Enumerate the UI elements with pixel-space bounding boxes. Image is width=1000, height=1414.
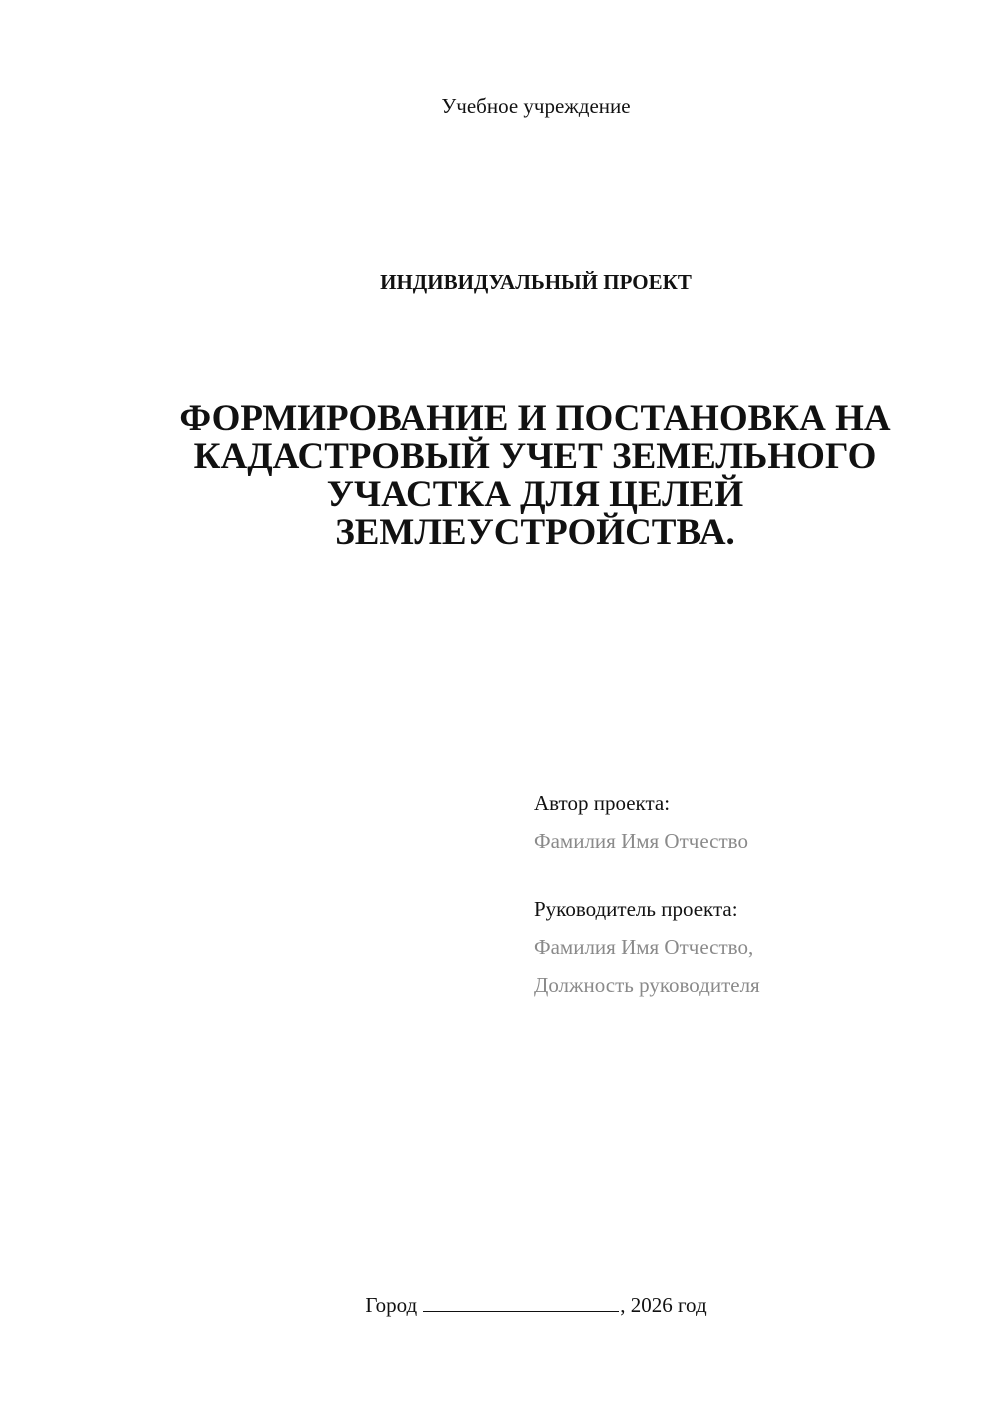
document-type: ИНДИВИДУАЛЬНЫЙ ПРОЕКТ (380, 270, 692, 294)
institution-name: Учебное учреждение (441, 94, 631, 118)
supervisor-label: Руководитель проекта: (534, 897, 738, 921)
footer-city-year (0, 1291, 1000, 1319)
supervisor-block (534, 890, 760, 1004)
city-blank-line (423, 1291, 619, 1312)
year-text: , 2026 год (620, 1293, 707, 1317)
author-label: Автор проекта: (534, 791, 671, 815)
title-line: ФОРМИРОВАНИЕ И ПОСТАНОВКА НА (179, 398, 891, 439)
author-name: Фамилия Имя Отчество (534, 829, 748, 853)
project-title (150, 400, 920, 552)
supervisor-position: Должность руководителя (534, 973, 760, 997)
author-block (534, 784, 748, 860)
title-line: УЧАСТКА ДЛЯ ЦЕЛЕЙ (326, 474, 744, 515)
title-line: КАДАСТРОВЫЙ УЧЕТ ЗЕМЕЛЬНОГО (193, 436, 877, 477)
city-label: Город (365, 1293, 418, 1317)
supervisor-name: Фамилия Имя Отчество, (534, 935, 754, 959)
title-line: ЗЕМЛЕУСТРОЙСТВА. (335, 512, 735, 553)
